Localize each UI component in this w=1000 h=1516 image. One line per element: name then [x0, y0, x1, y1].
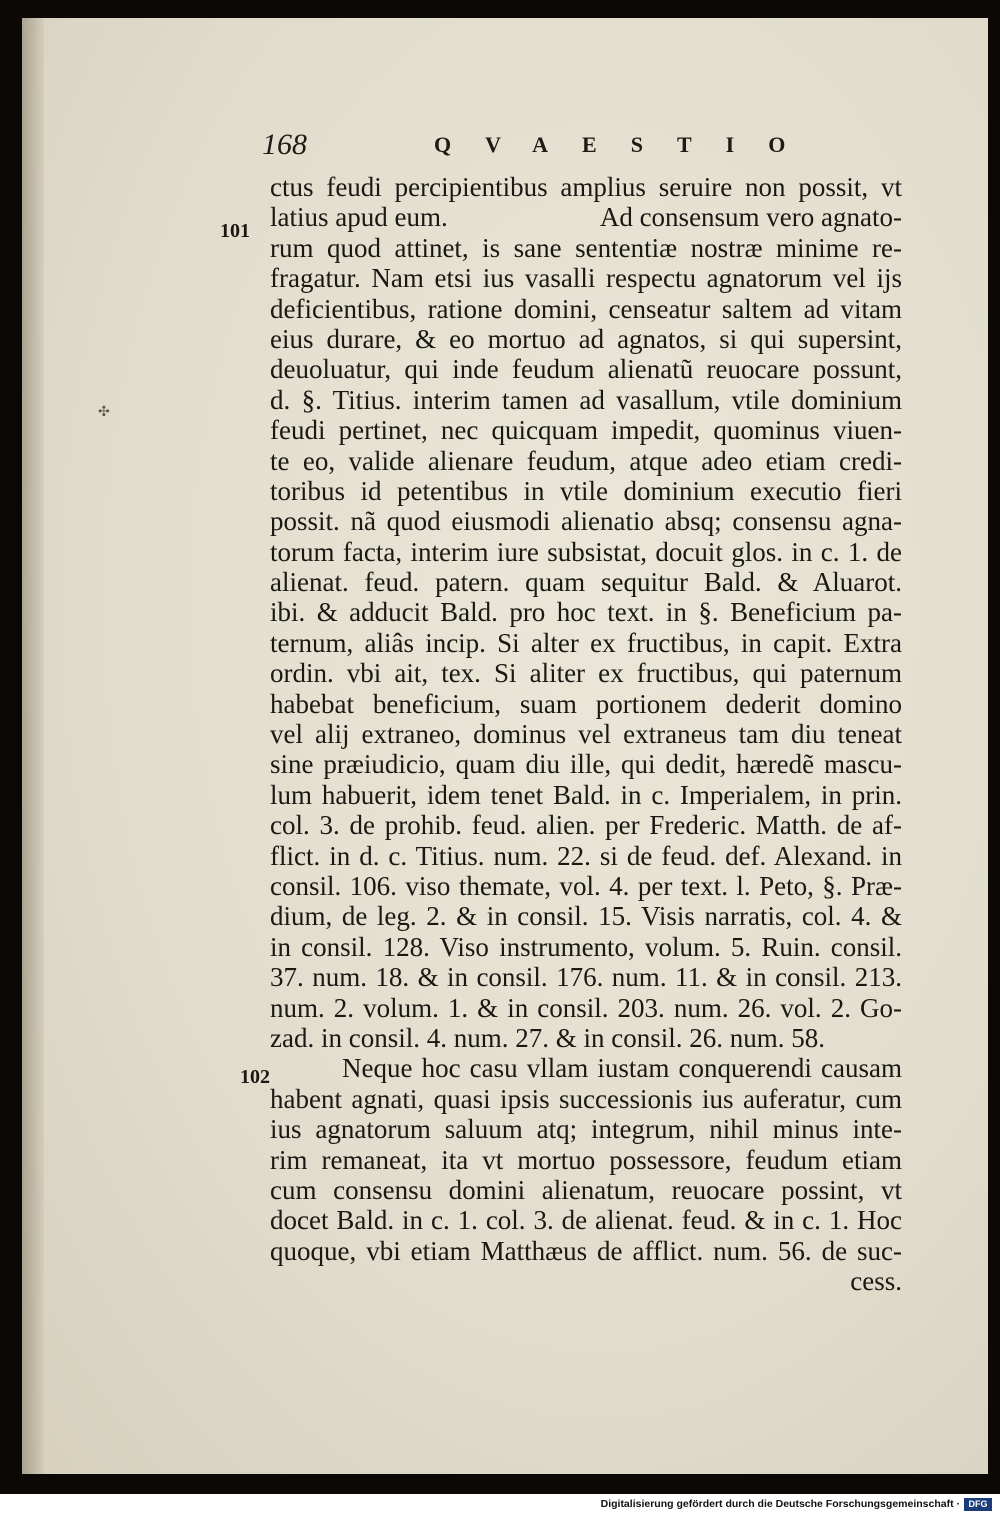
text-line: cum consensu domini alienatum, reuocare possint, vt	[270, 1174, 902, 1205]
text-line: ibi. & adducit Bald. pro hoc text. in §. Beneficium pa-	[270, 597, 902, 628]
text-line: ordin. vbi ait, tex. Si aliter ex fructibus, qui paternum	[270, 658, 902, 689]
funding-credit: Digitalisierung gefördert durch die Deutsche Forschungsgemeinschaft ·	[600, 1498, 960, 1510]
footer-bar	[0, 1494, 1000, 1516]
text-line: ius agnatorum saluum atq; integrum, nihil minus inte-	[270, 1114, 902, 1145]
text-line: fragatur. Nam etsi ius vasalli respectu agnatorum vel ijs	[270, 263, 902, 294]
text-line: deficientibus, ratione domini, censeatur saltem ad vitam	[270, 293, 902, 324]
text-line: in consil. 128. Viso instrumento, volum. 5. Ruin. consil.	[270, 931, 902, 962]
text-line: consil. 106. viso themate, vol. 4. per text. l. Peto, §. Præ-	[270, 870, 902, 901]
text-line: torum facta, interim iure subsistat, docuit glos. in c. 1. de	[270, 536, 902, 567]
text-line: feudi pertinet, nec quicquam impedit, quominus viuen-	[270, 415, 902, 446]
text-line: rum quod attinet, is sane sententiæ nostræ minime re-	[270, 232, 902, 263]
page-number: 168	[262, 128, 307, 161]
text-line: quoque, vbi etiam Matthæus de afflict. num. 56. de suc-	[270, 1235, 902, 1266]
text-line: toribus id petentibus in vtile dominium executio fieri	[270, 475, 902, 506]
text-line: habent agnati, quasi ipsis successionis ius auferatur, cum	[270, 1083, 902, 1114]
text-line: Neque hoc casu vllam iustam conquerendi causam	[342, 1053, 902, 1084]
text-line: te eo, valide alienare feudum, atque adeo etiam credi-	[270, 445, 902, 476]
text-line: ternum, aliâs incip. Si alter ex fructibus, in capit. Extra	[270, 627, 902, 658]
text-line: flict. in d. c. Titius. num. 22. si de feud. def. Alexand. in	[270, 840, 902, 871]
text-line: vel alij extraneo, dominus vel extraneus tam diu teneat	[270, 719, 902, 750]
text-line: alienat. feud. patern. quam sequitur Bald. & Aluarot.	[270, 567, 902, 598]
text-line: zad. in consil. 4. num. 27. & in consil. 26. num. 58.	[270, 1022, 825, 1053]
text-line: docet Bald. in c. 1. col. 3. de alienat. feud. & in c. 1. Hoc	[270, 1205, 902, 1236]
text-line: ctus feudi percipientibus amplius seruire non possit, vt	[270, 172, 902, 202]
page-gutter-shadow	[22, 18, 44, 1474]
running-head: QVAESTIO	[434, 132, 820, 157]
catchword: cess.	[850, 1266, 902, 1297]
text-line: dium, de leg. 2. & in consil. 15. Visis narratis, col. 4. &	[270, 901, 902, 932]
text-line: rim remaneat, ita vt mortuo possessore, feudum etiam	[270, 1144, 902, 1175]
text-line: habebat beneficium, suam portionem dederit domino	[270, 688, 902, 719]
text-line	[270, 202, 902, 232]
margin-number-101: 101	[220, 220, 250, 242]
text-line: col. 3. de prohib. feud. alien. per Frederic. Matth. de af-	[270, 810, 902, 841]
text-line: d. §. Titius. interim tamen ad vasallum, vtile dominium	[270, 384, 902, 415]
margin-mark-icon: ✣	[98, 404, 110, 420]
text-line: deuoluatur, qui inde feudum alienatũ reuocare possunt,	[270, 354, 902, 385]
text-line: sine præiudicio, quam diu ille, qui dedit, hæredẽ mascu-	[270, 749, 902, 780]
body-text	[270, 172, 902, 1296]
dfg-logo-icon: DFG	[964, 1498, 992, 1511]
text-line: lum habuerit, idem tenet Bald. in c. Imperialem, in prin.	[270, 779, 902, 810]
text-line: eius durare, & eo mortuo ad agnatos, si qui supersint,	[270, 323, 902, 354]
text-line-part: latius apud eum.	[270, 202, 448, 233]
text-line: possit. nã quod eiusmodi alienatio absq; consensu agna-	[270, 506, 902, 537]
text-line: 37. num. 18. & in consil. 176. num. 11. & in consil. 213.	[270, 962, 902, 993]
text-line-part: Ad consensum vero agnato-	[599, 202, 902, 233]
text-line: num. 2. volum. 1. & in consil. 203. num. 26. vol. 2. Go-	[270, 992, 902, 1023]
margin-number-102: 102	[240, 1066, 270, 1088]
